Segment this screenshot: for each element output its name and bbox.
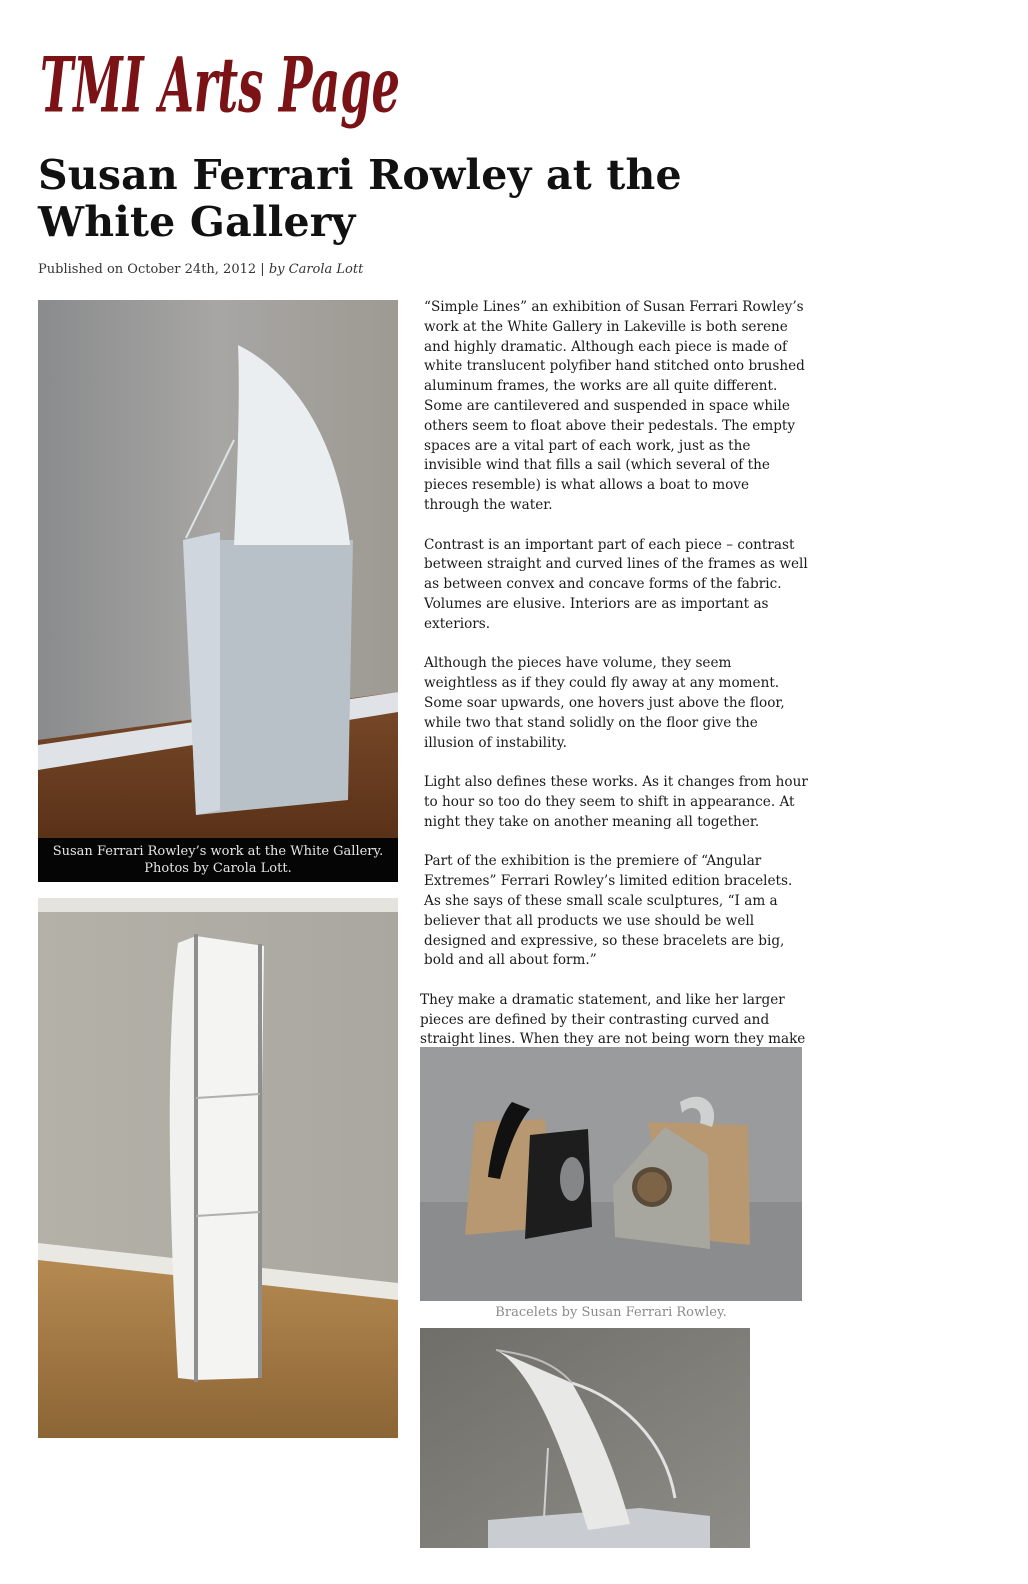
publish-date: October 24th, 2012 <box>127 262 257 277</box>
column-sculpture-photo <box>38 898 398 1438</box>
svg-text:TMI Arts Page: TMI Arts Page <box>40 42 400 131</box>
article-paragraph: Part of the exhibition is the premiere of “Angular Extremes” Ferrari Rowley’s limited edition bracelets. As she says of these small scale sculptures, “I am a believer that all products we use should be well designed and expressive, so these bracelets are big, bold and all about form.” <box>424 853 793 969</box>
article-paragraph: “Simple Lines” an exhibition of Susan Ferrari Rowley’s work at the White Gallery in Lakeville is both serene and highly dramatic. Although each piece is made of white translucent polyfiber hand stitched onto brushed aluminum frames, the works are all quite different. Some are cantilevered and suspended in space while others seem to float above their pedestals. The empty spaces are a vital part of each work, just as the invisible wind that fills a sail (which several of the pieces resemble) is what allows a boat to move through the water. <box>424 299 805 513</box>
article-title: Susan Ferrari Rowley at the White Gallery <box>38 151 682 246</box>
article-paragraph: Contrast is an important part of each piece – contrast between straight and curved lines of the frames as well as between convex and concave forms of the fabric. Volumes are elusive. Interiors are as important as exteriors. <box>424 536 808 632</box>
site-logo[interactable] <box>38 34 418 146</box>
by-prefix: by <box>268 262 285 277</box>
bracelets-caption: Bracelets by Susan Ferrari Rowley. <box>495 1305 727 1320</box>
gallery-photo-caption: Susan Ferrari Rowley’s work at the White Gallery. Photos by Carola Lott. <box>38 838 398 882</box>
article-paragraph: Light also defines these works. As it changes from hour to hour so too do they seem to shift in appearance. At night they take on another meaning all together. <box>424 774 808 830</box>
byline <box>38 262 363 277</box>
author-name[interactable]: Carola Lott <box>288 262 364 277</box>
bracelets-photo <box>420 1047 802 1301</box>
cantilevered-sculpture-photo <box>420 1328 750 1548</box>
published-prefix: Published on <box>38 262 124 277</box>
byline-separator: | <box>260 262 265 277</box>
article-paragraph: Although the pieces have volume, they seem weightless as if they could fly away at any moment. Some soar upwards, one hovers just above the floor, while two that stand solidly on the floor give the illusion of instability. <box>424 655 785 751</box>
sail-sculpture-photo <box>38 300 398 838</box>
article-paragraph: They make a dramatic statement, and like her larger pieces are defined by their contrasting curved and straight lines. When they are not being worn they make <box>420 991 806 1048</box>
article-body <box>418 298 808 1090</box>
